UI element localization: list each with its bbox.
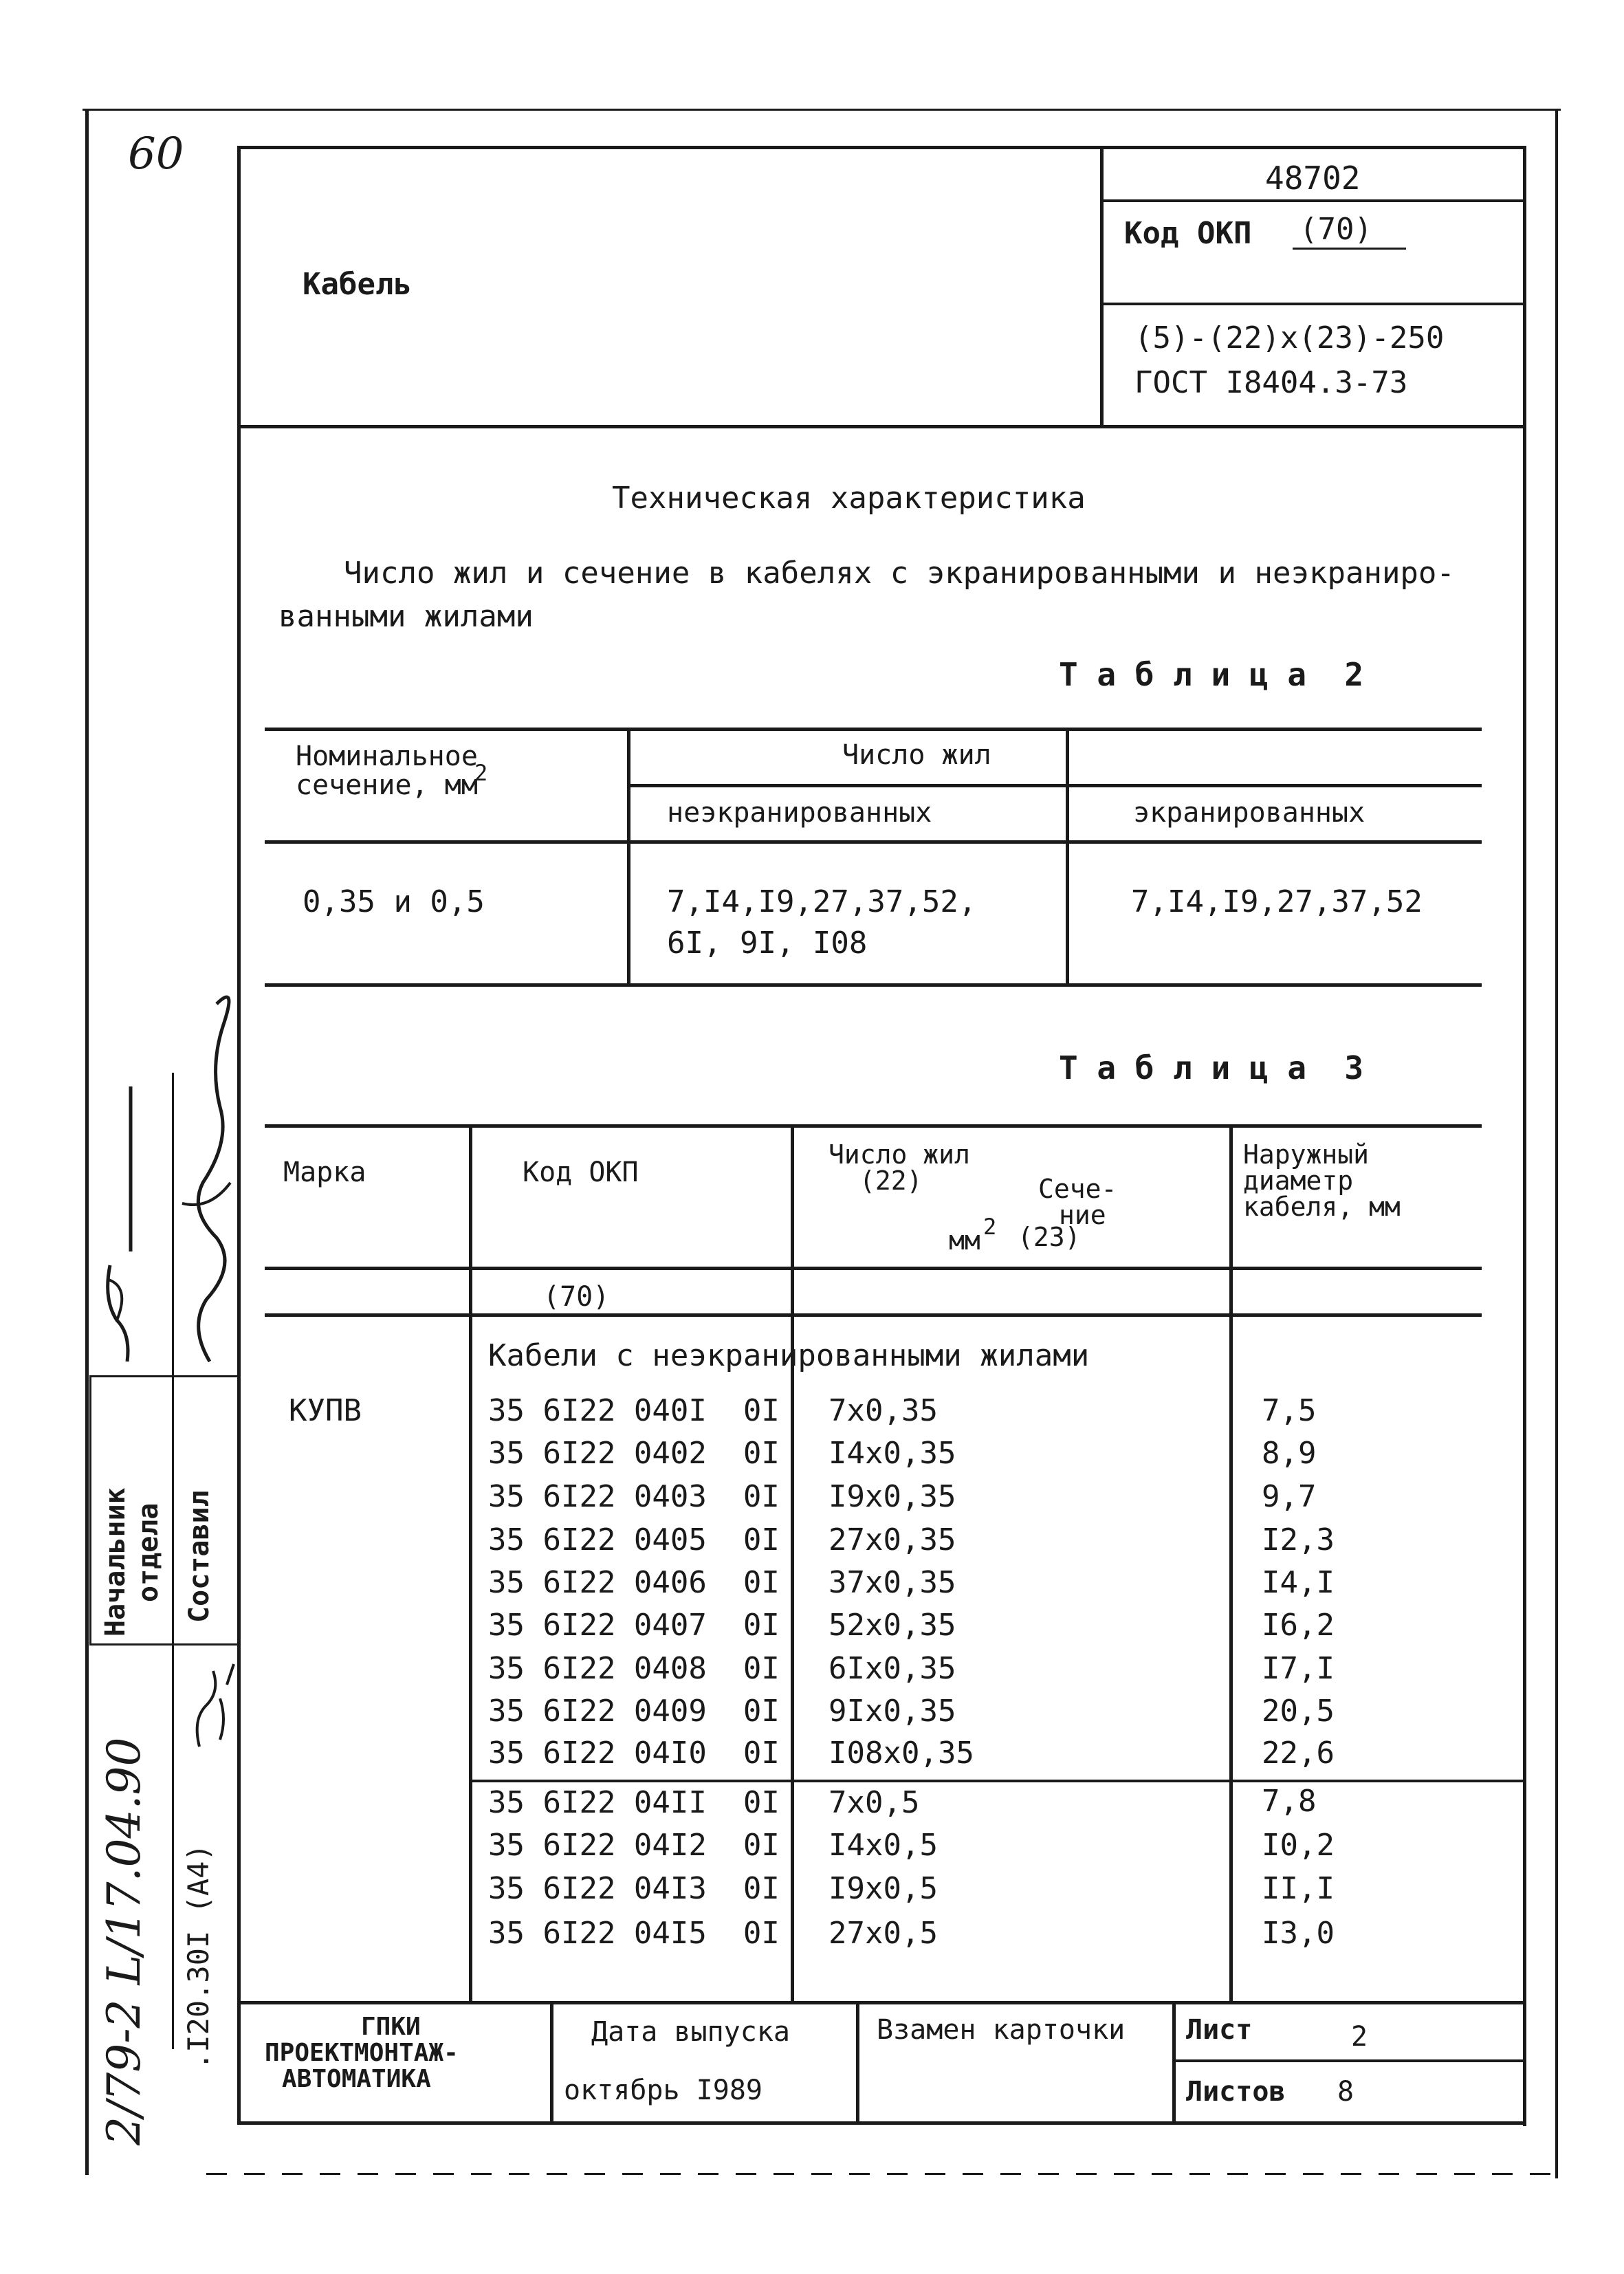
margin-handwritten-number: 2/79-2 L/17.04.90 (98, 1737, 151, 2145)
table3-col-line-1 (469, 1124, 472, 2001)
signature-head (89, 1073, 165, 1375)
signature-small (186, 1650, 241, 1753)
row-code: 35 6I22 04I3 0I (488, 1871, 780, 1906)
header-product: Кабель (303, 267, 412, 302)
header-sub-line-1 (1100, 199, 1526, 202)
table3-head-diam-line2: диаметр (1243, 1166, 1354, 1196)
table3-head-section-line1: Сече- (1038, 1174, 1117, 1204)
header-standard: ГОСТ I8404.3-73 (1134, 365, 1408, 400)
header-left-line (237, 146, 241, 2123)
footer-bottom-line (237, 2121, 1526, 2125)
row-cores: 6Ix0,35 (829, 1651, 956, 1686)
row-diam: I7,I (1262, 1651, 1335, 1686)
row-code: 35 6I22 0408 0I (488, 1651, 780, 1686)
row-cores: 9Ix0,35 (829, 1694, 956, 1729)
footer-release-label: Дата выпуска (591, 2016, 790, 2048)
header-designation: (5)-(22)x(23)-250 (1134, 320, 1445, 356)
footer-org-line3: АВТОМАТИКА (282, 2065, 431, 2093)
table2-head-shielded: экранированных (1133, 797, 1365, 829)
header-bottom-line (237, 425, 1526, 428)
row-code: 35 6I22 0407 0I (488, 1608, 780, 1643)
row-code: 35 6I22 04I5 0I (488, 1916, 780, 1951)
row-diam: I3,0 (1262, 1916, 1335, 1951)
row-diam: 7,8 (1262, 1784, 1317, 1819)
row-cores: 27x0,5 (829, 1916, 938, 1951)
table2-top-line (265, 728, 1482, 731)
table2-row-unshielded-line2: 6I, 9I, I08 (667, 926, 868, 961)
header-sub-line-2 (1100, 303, 1526, 305)
row-diam: 7,5 (1262, 1393, 1317, 1428)
table3-head-diam-line3: кабеля, мм (1243, 1192, 1401, 1222)
footer-col-line-3 (1172, 2001, 1176, 2125)
footer-col-line-2 (856, 2001, 859, 2125)
outer-frame-top (83, 109, 1561, 111)
table2-head-unshielded: неэкранированных (667, 797, 932, 829)
footer-sheet-label: Лист (1186, 2014, 1253, 2046)
row-code: 35 6I22 0403 0I (488, 1479, 780, 1514)
footer-sheets-value: 8 (1337, 2076, 1354, 2108)
row-code: 35 6I22 04II 0I (488, 1785, 780, 1820)
table3-head-section-code: (23) (1018, 1222, 1081, 1252)
row-diam: 20,5 (1262, 1694, 1335, 1729)
footer-org-line2: ПРОЕКТМОНТАЖ- (265, 2039, 459, 2067)
table3-col-line-2 (791, 1124, 794, 2001)
row-cores: 27x0,35 (829, 1522, 956, 1557)
table3-head-section-unit: мм (949, 1225, 980, 1256)
table2-sub-line (629, 784, 1482, 787)
table2-col-line-2 (1066, 728, 1069, 985)
row-diam: I4,I (1262, 1565, 1335, 1600)
row-cores: I9x0,5 (829, 1871, 938, 1906)
footer-sheet-value: 2 (1351, 2021, 1368, 2053)
footer-col-line-1 (550, 2001, 553, 2125)
row-diam: II,I (1262, 1871, 1335, 1906)
table2-caption: Т а б л и ц а 2 (1059, 656, 1364, 693)
table2-head-section-line1: Номинальное (296, 741, 478, 772)
row-diam: 9,7 (1262, 1479, 1317, 1514)
margin-head-dept-line1: Начальник (100, 1487, 131, 1637)
table3-group-divider (471, 1780, 1523, 1782)
row-code: 35 6I22 04I0 0I (488, 1736, 780, 1771)
row-code: 35 6I22 0406 0I (488, 1565, 780, 1600)
margin-divider-2 (89, 1375, 237, 1377)
table2-head-section-line2: сечение, мм (296, 769, 478, 801)
table2-head-section-sup: 2 (474, 760, 488, 786)
header-right-line (1523, 146, 1526, 2126)
table3-marker-line (265, 1313, 1482, 1317)
margin-divider-4 (89, 1375, 91, 1643)
table2-head-bottom (265, 840, 1482, 844)
footer-replaces-label: Взамен карточки (877, 2014, 1126, 2046)
outer-frame-bottom-dashed (206, 2173, 1554, 2175)
page-number: 60 (128, 129, 184, 179)
header-number: 48702 (1265, 160, 1361, 197)
row-cores: 37x0,35 (829, 1565, 956, 1600)
outer-frame-left (85, 109, 89, 2175)
signature-compiler (168, 976, 244, 1375)
table2-row-shielded: 7,I4,I9,27,37,52 (1131, 884, 1423, 919)
margin-divider-3 (89, 1643, 237, 1646)
header-okp-label: Код ОКП (1124, 216, 1252, 251)
table3-head-section-unit-sup: 2 (983, 1214, 997, 1240)
table3-col-line-3 (1229, 1124, 1233, 2001)
outer-frame-right (1555, 109, 1558, 2178)
footer-top-line (237, 2001, 1526, 2004)
margin-compiled: Составил (184, 1490, 215, 1623)
table3-code-marker: (70) (543, 1281, 610, 1313)
table3-head-diam-line1: Наружный (1243, 1139, 1370, 1170)
row-cores: 7x0,5 (829, 1785, 920, 1820)
section-title: Техническая характеристика (612, 481, 1086, 516)
header-okp-value: (70) (1299, 212, 1372, 247)
table3-group-label: Кабели с неэкранированными жилами (488, 1338, 1090, 1373)
margin-format: .I20.30I (A4) (182, 1844, 215, 2070)
row-code: 35 6I22 04I2 0I (488, 1828, 780, 1863)
table2-col-line-1 (627, 728, 630, 985)
row-diam: I6,2 (1262, 1608, 1335, 1643)
footer-org-line1: ГПКИ (361, 2013, 421, 2041)
row-code: 35 6I22 0409 0I (488, 1694, 780, 1729)
table3-top-line (265, 1124, 1482, 1128)
row-diam: I2,3 (1262, 1522, 1335, 1557)
table3-head-cores-line1: Число жил (829, 1139, 970, 1170)
row-cores: I4x0,35 (829, 1436, 956, 1471)
section-paragraph-line2: ванными жилами (278, 599, 534, 634)
row-cores: 7x0,35 (829, 1393, 938, 1428)
table3-head-code: Код ОКП (523, 1157, 639, 1188)
row-code: 35 6I22 040I 0I (488, 1393, 780, 1428)
header-okp-underline (1293, 248, 1406, 250)
row-diam: 8,9 (1262, 1436, 1317, 1471)
table3-head-bottom (265, 1267, 1482, 1270)
table2-row-section: 0,35 и 0,5 (303, 884, 485, 919)
table3-head-cores-line2: (22) (859, 1166, 923, 1196)
table3-head-mark: Марка (283, 1157, 366, 1188)
row-cores: I08x0,35 (829, 1736, 974, 1771)
table3-caption: Т а б л и ц а 3 (1059, 1049, 1364, 1086)
table3-head-section-line2: ние (1059, 1200, 1106, 1230)
table2-row-unshielded-line1: 7,I4,I9,27,37,52, (667, 884, 977, 919)
table3-mark: КУПВ (289, 1393, 362, 1428)
row-cores: I9x0,35 (829, 1479, 956, 1514)
header-divider (1100, 146, 1104, 428)
footer-sheet-divider (1172, 2059, 1526, 2062)
row-diam: 22,6 (1262, 1736, 1335, 1771)
table2-head-cores: Число жил (842, 739, 991, 771)
row-cores: I4x0,5 (829, 1828, 938, 1863)
row-code: 35 6I22 0405 0I (488, 1522, 780, 1557)
row-cores: 52x0,35 (829, 1608, 956, 1643)
row-diam: I0,2 (1262, 1828, 1335, 1863)
row-code: 35 6I22 0402 0I (488, 1436, 780, 1471)
table2-bottom-line (265, 983, 1482, 987)
header-top-line (237, 146, 1526, 149)
footer-release-value: октябрь I989 (564, 2075, 762, 2106)
margin-head-dept-line2: отдела (133, 1502, 164, 1602)
section-paragraph-line1: Число жил и сечение в кабелях с экранированными и неэкраниро- (344, 556, 1455, 591)
footer-sheets-label: Листов (1186, 2076, 1286, 2108)
